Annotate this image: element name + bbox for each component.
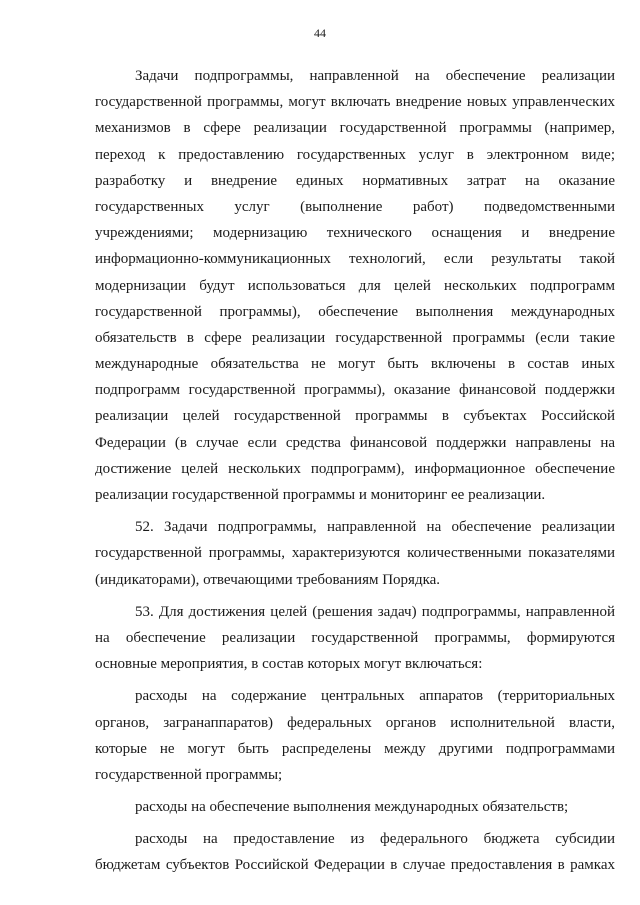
text-line: Федерации (в случае если средства финансовой поддержки направлены на — [95, 434, 615, 451]
text-line: разработку и внедрение единых нормативных затрат на оказание — [95, 172, 615, 189]
text-line: расходы на обеспечение выполнения международных обязательств; — [135, 799, 569, 816]
paragraph-4 — [95, 683, 615, 788]
text-line: органов, загранаппаратов) федеральных органов исполнительной власти, — [95, 714, 615, 731]
text-line: государственной программы, характеризуются количественными показателями — [95, 545, 615, 562]
paragraph-1 — [95, 63, 615, 508]
text-line: государственной программы, могут включать внедрение новых управленческих — [95, 94, 615, 111]
text-line: механизмов в сфере реализации государственной программы (например, — [95, 120, 615, 137]
document-body — [95, 63, 615, 879]
text-line: бюджетам субъектов Российской Федерации в случае предоставления в рамках — [95, 857, 615, 874]
text-line: Задачи подпрограммы, направленной на обеспечение реализации — [135, 68, 615, 84]
text-line: расходы на содержание центральных аппаратов (территориальных — [135, 688, 615, 705]
text-line: подпрограмм государственной программы), оказание финансовой поддержки — [95, 382, 615, 399]
text-line: 52. Задачи подпрограммы, направленной на обеспечение реализации — [135, 519, 615, 536]
text-line: государственной программы), обеспечение выполнения международных — [95, 303, 615, 320]
text-line: международные обязательства не могут быть включены в состав иных — [95, 356, 615, 373]
text-line: которые не могут быть распределены между другими подпрограммами — [95, 740, 615, 757]
text-line: учреждениями; модернизацию технического оснащения и внедрение — [95, 225, 615, 242]
text-line: (индикаторами), отвечающими требованиям Порядка. — [95, 571, 441, 588]
text-line: переход к предоставлению государственных услуг в электронном виде; — [95, 146, 615, 163]
text-line: достижение целей нескольких подпрограмм), информационное обеспечение — [95, 460, 615, 477]
text-line: расходы на предоставление из федерального бюджета субсидии — [135, 831, 615, 848]
text-line: на обеспечение реализации государственной программы, формируются — [95, 629, 615, 646]
paragraph-2 — [95, 514, 615, 593]
text-line: государственных услуг (выполнение работ) подведомственными — [95, 198, 615, 215]
text-line: реализации государственной программы и мониторинг ее реализации. — [95, 487, 546, 503]
text-line: обязательств в сфере реализации государственной программы (если такие — [95, 329, 615, 346]
paragraph-3 — [95, 599, 615, 678]
text-line: модернизации будут использоваться для целей нескольких подпрограмм — [95, 277, 615, 294]
paragraph-6 — [95, 826, 615, 878]
paragraph-5 — [95, 794, 615, 820]
text-line: реализации целей государственной программы в субъектах Российской — [95, 408, 615, 425]
text-line: государственной программы; — [95, 766, 283, 783]
page-number: 44 — [314, 26, 326, 40]
text-line: основные мероприятия, в состав которых могут включаться: — [95, 656, 483, 673]
text-line: 53. Для достижения целей (решения задач) подпрограммы, направленной — [135, 603, 615, 620]
text-line: информационно-коммуникационных технологий, если результаты такой — [95, 251, 615, 268]
